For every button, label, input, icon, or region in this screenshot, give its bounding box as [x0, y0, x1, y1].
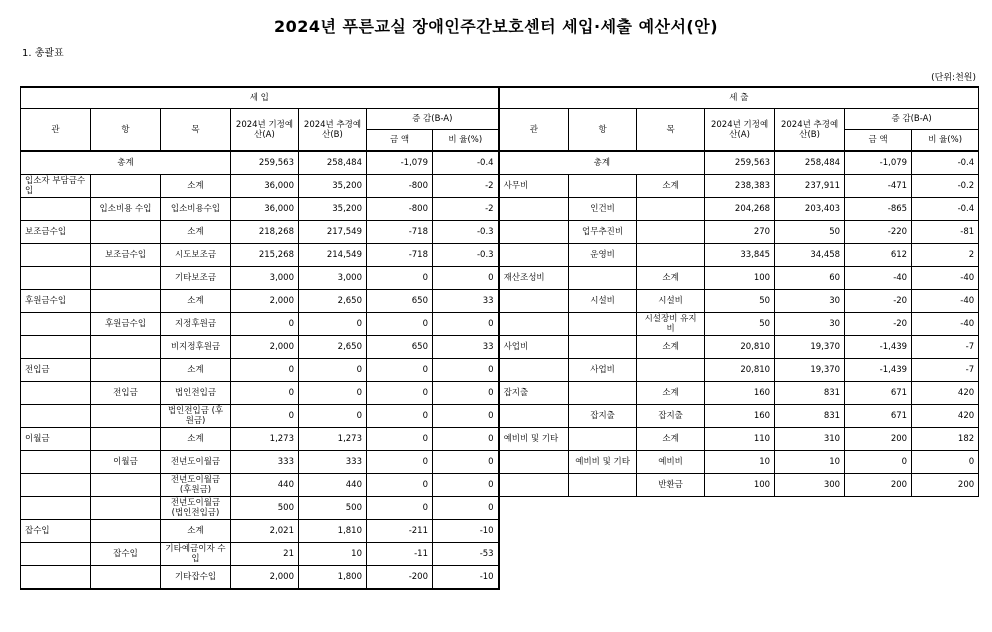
income-ratio-cell: 0: [433, 313, 499, 336]
income-hang-cell: [91, 566, 161, 590]
income-hang-cell: [91, 267, 161, 290]
income-mok-cell: 기타예금이자 수입: [161, 543, 231, 566]
income-gwan-cell: [21, 451, 91, 474]
income-orig-cell: 440: [231, 474, 299, 497]
income-col-mok: 목: [161, 109, 231, 152]
income-diff-cell: 0: [367, 405, 433, 428]
expense-orig-cell: 50: [705, 290, 775, 313]
income-mok-cell: 비지정후원금: [161, 336, 231, 359]
table-row: [21, 244, 979, 267]
expense-mok-cell: 예비비: [637, 451, 705, 474]
income-ratio-cell: 0: [433, 497, 499, 520]
income-rev-cell: 0: [299, 313, 367, 336]
expense-hang-cell: 예비비 및 기타: [569, 451, 637, 474]
income-gwan-cell: 입소자 부담금수입: [21, 175, 91, 198]
expense-hang-cell: 인건비: [569, 198, 637, 221]
income-rev-cell: 0: [299, 405, 367, 428]
expense-gwan-cell: [499, 474, 569, 497]
expense-rev-cell: 30: [775, 290, 845, 313]
expense-orig-cell: 238,383: [705, 175, 775, 198]
expense-empty-area: [499, 543, 979, 566]
income-orig-cell: 218,268: [231, 221, 299, 244]
income-mok-cell: 입소비용수입: [161, 198, 231, 221]
income-orig-cell: 36,000: [231, 198, 299, 221]
expense-orig-cell: 50: [705, 313, 775, 336]
income-gwan-cell: 잡수입: [21, 520, 91, 543]
expense-col-hang: 항: [569, 109, 637, 152]
income-ratio-cell: 0: [433, 451, 499, 474]
income-hang-cell: [91, 428, 161, 451]
income-ratio-cell: -10: [433, 566, 499, 590]
income-rev-cell: 3,000: [299, 267, 367, 290]
income-diff-cell: 0: [367, 382, 433, 405]
page-title: 2024년 푸른교실 장애인주간보호센터 세입·세출 예산서(안): [273, 17, 719, 36]
expense-ratio-cell: -81: [912, 221, 979, 244]
expense-mok-cell: [637, 359, 705, 382]
expense-diff-cell: -1,439: [845, 336, 912, 359]
income-rev-cell: 35,200: [299, 198, 367, 221]
income-mok-cell: 전년도이월금 (후원금): [161, 474, 231, 497]
expense-hang-cell: [569, 175, 637, 198]
income-diff-cell: -800: [367, 198, 433, 221]
income-mok-cell: 법인전입금: [161, 382, 231, 405]
expense-diff-cell: 200: [845, 428, 912, 451]
table-row: [21, 451, 979, 474]
income-mok-cell: 소계: [161, 221, 231, 244]
expense-hang-cell: 사업비: [569, 359, 637, 382]
income-orig-cell: 36,000: [231, 175, 299, 198]
expense-diff-cell: -20: [845, 313, 912, 336]
income-gwan-cell: [21, 405, 91, 428]
expense-gwan-cell: [499, 221, 569, 244]
expense-hang-cell: [569, 313, 637, 336]
expense-gwan-cell: 사업비: [499, 336, 569, 359]
income-gwan-cell: [21, 474, 91, 497]
income-mok-cell: 소계: [161, 359, 231, 382]
expense-mok-cell: 소계: [637, 382, 705, 405]
expense-diff-cell: -865: [845, 198, 912, 221]
expense-ratio-cell: -0.4: [912, 198, 979, 221]
expense-total-label: 총계: [499, 151, 705, 175]
table-row: [21, 543, 979, 566]
table-row: [21, 198, 979, 221]
income-rev-cell: 35,200: [299, 175, 367, 198]
income-hang-cell: 잡수입: [91, 543, 161, 566]
income-rev-cell: 214,549: [299, 244, 367, 267]
income-hang-cell: [91, 336, 161, 359]
expense-rev-cell: 19,370: [775, 336, 845, 359]
income-diff-cell: 0: [367, 313, 433, 336]
expense-hang-cell: 잡지출: [569, 405, 637, 428]
expense-mok-cell: 시설비: [637, 290, 705, 313]
income-diff-cell: -800: [367, 175, 433, 198]
income-hang-cell: 이월금: [91, 451, 161, 474]
income-diff-cell: -200: [367, 566, 433, 590]
income-mok-cell: 소계: [161, 290, 231, 313]
income-diff-cell: 0: [367, 474, 433, 497]
expense-total-ratio: -0.4: [912, 151, 979, 175]
expense-ratio-cell: 182: [912, 428, 979, 451]
table-row: [21, 290, 979, 313]
income-ratio-cell: -0.3: [433, 221, 499, 244]
income-diff-cell: -718: [367, 244, 433, 267]
expense-rev-cell: 19,370: [775, 359, 845, 382]
expense-mok-cell: 반환금: [637, 474, 705, 497]
income-rev-cell: 2,650: [299, 290, 367, 313]
budget-summary-table: [20, 86, 979, 590]
expense-hang-cell: [569, 336, 637, 359]
income-ratio-cell: 33: [433, 336, 499, 359]
table-row: [21, 428, 979, 451]
expense-orig-cell: 160: [705, 382, 775, 405]
income-rev-cell: 1,800: [299, 566, 367, 590]
income-mok-cell: 소계: [161, 520, 231, 543]
expense-gwan-cell: [499, 451, 569, 474]
expense-orig-cell: 33,845: [705, 244, 775, 267]
income-diff-cell: 0: [367, 497, 433, 520]
expense-orig-cell: 110: [705, 428, 775, 451]
expense-mok-cell: 시설장비 유지비: [637, 313, 705, 336]
expense-ratio-cell: -7: [912, 359, 979, 382]
expense-header: 세 출: [499, 87, 979, 109]
income-ratio-cell: 0: [433, 267, 499, 290]
income-orig-cell: 0: [231, 359, 299, 382]
income-header: 세 입: [21, 87, 499, 109]
expense-rev-cell: 10: [775, 451, 845, 474]
income-ratio-cell: 33: [433, 290, 499, 313]
income-orig-cell: 3,000: [231, 267, 299, 290]
expense-rev-cell: 300: [775, 474, 845, 497]
expense-rev-cell: 34,458: [775, 244, 845, 267]
income-gwan-cell: 보조금수입: [21, 221, 91, 244]
income-hang-cell: [91, 359, 161, 382]
income-hang-cell: 입소비용 수입: [91, 198, 161, 221]
table-row: [21, 497, 979, 520]
expense-rev-cell: 237,911: [775, 175, 845, 198]
table-row: [21, 382, 979, 405]
income-rev-cell: 217,549: [299, 221, 367, 244]
income-orig-cell: 2,021: [231, 520, 299, 543]
expense-mok-cell: 잡지출: [637, 405, 705, 428]
expense-orig-cell: 20,810: [705, 359, 775, 382]
income-col-rev: 2024년 추경예산(B): [299, 109, 367, 152]
income-orig-cell: 333: [231, 451, 299, 474]
expense-diff-cell: -40: [845, 267, 912, 290]
table-row: [21, 175, 979, 198]
income-gwan-cell: 후원금수입: [21, 290, 91, 313]
income-mok-cell: 전년도이월금 (법인전입금): [161, 497, 231, 520]
income-mok-cell: 소계: [161, 175, 231, 198]
income-gwan-cell: 전입금: [21, 359, 91, 382]
expense-total-orig: 259,563: [705, 151, 775, 175]
income-orig-cell: 215,268: [231, 244, 299, 267]
table-row: [21, 474, 979, 497]
income-diff-cell: 650: [367, 290, 433, 313]
expense-diff-cell: 671: [845, 405, 912, 428]
income-gwan-cell: [21, 566, 91, 590]
table-row: [21, 221, 979, 244]
expense-gwan-cell: 사무비: [499, 175, 569, 198]
table-row: [21, 336, 979, 359]
income-rev-cell: 0: [299, 382, 367, 405]
income-ratio-cell: -0.3: [433, 244, 499, 267]
expense-ratio-cell: -40: [912, 267, 979, 290]
income-total-rev: 258,484: [299, 151, 367, 175]
expense-total-diff: -1,079: [845, 151, 912, 175]
income-mok-cell: 기타잡수입: [161, 566, 231, 590]
income-ratio-cell: 0: [433, 405, 499, 428]
income-rev-cell: 333: [299, 451, 367, 474]
expense-gwan-cell: [499, 244, 569, 267]
expense-orig-cell: 20,810: [705, 336, 775, 359]
income-gwan-cell: [21, 336, 91, 359]
expense-gwan-cell: [499, 405, 569, 428]
income-ratio-cell: 0: [433, 382, 499, 405]
income-gwan-cell: [21, 497, 91, 520]
income-hang-cell: [91, 290, 161, 313]
section-heading: 1. 총괄표: [22, 48, 64, 59]
expense-gwan-cell: 예비비 및 기타: [499, 428, 569, 451]
expense-col-mok: 목: [637, 109, 705, 152]
income-ratio-cell: 0: [433, 359, 499, 382]
expense-hang-cell: [569, 267, 637, 290]
expense-col-rev: 2024년 추경예산(B): [775, 109, 845, 152]
income-col-diff: 증 감(B-A): [367, 109, 499, 130]
expense-orig-cell: 10: [705, 451, 775, 474]
income-orig-cell: 1,273: [231, 428, 299, 451]
income-hang-cell: 보조금수입: [91, 244, 161, 267]
income-diff-cell: 0: [367, 359, 433, 382]
expense-col-gwan: 관: [499, 109, 569, 152]
income-orig-cell: 2,000: [231, 336, 299, 359]
income-total-ratio: -0.4: [433, 151, 499, 175]
expense-gwan-cell: [499, 359, 569, 382]
income-ratio-cell: -10: [433, 520, 499, 543]
expense-rev-cell: 831: [775, 382, 845, 405]
expense-rev-cell: 203,403: [775, 198, 845, 221]
total-row: [21, 151, 979, 175]
expense-mok-cell: 소계: [637, 175, 705, 198]
income-gwan-cell: [21, 313, 91, 336]
income-hang-cell: [91, 520, 161, 543]
income-gwan-cell: [21, 244, 91, 267]
income-ratio-cell: -53: [433, 543, 499, 566]
table-row: [21, 405, 979, 428]
expense-ratio-cell: 420: [912, 382, 979, 405]
expense-gwan-cell: [499, 313, 569, 336]
income-ratio-cell: -2: [433, 198, 499, 221]
expense-rev-cell: 310: [775, 428, 845, 451]
expense-orig-cell: 270: [705, 221, 775, 244]
income-ratio-cell: -2: [433, 175, 499, 198]
table-row: [21, 520, 979, 543]
expense-mok-cell: 소계: [637, 428, 705, 451]
income-ratio-cell: 0: [433, 474, 499, 497]
expense-hang-cell: 운영비: [569, 244, 637, 267]
expense-rev-cell: 60: [775, 267, 845, 290]
expense-rev-cell: 50: [775, 221, 845, 244]
expense-diff-cell: 200: [845, 474, 912, 497]
income-rev-cell: 2,650: [299, 336, 367, 359]
income-col-ratio: 비 율(%): [433, 130, 499, 152]
income-hang-cell: [91, 221, 161, 244]
income-mok-cell: 지정후원금: [161, 313, 231, 336]
expense-empty-area: [499, 520, 979, 543]
expense-hang-cell: 시설비: [569, 290, 637, 313]
income-diff-cell: -11: [367, 543, 433, 566]
expense-orig-cell: 100: [705, 474, 775, 497]
expense-col-ratio: 비 율(%): [912, 130, 979, 152]
income-orig-cell: 2,000: [231, 290, 299, 313]
expense-gwan-cell: 잡지출: [499, 382, 569, 405]
expense-orig-cell: 204,268: [705, 198, 775, 221]
income-rev-cell: 500: [299, 497, 367, 520]
expense-diff-cell: -471: [845, 175, 912, 198]
income-col-gwan: 관: [21, 109, 91, 152]
expense-mok-cell: 소계: [637, 336, 705, 359]
expense-hang-cell: [569, 474, 637, 497]
income-col-amount: 금 액: [367, 130, 433, 152]
expense-empty-area: [499, 566, 979, 590]
income-diff-cell: -211: [367, 520, 433, 543]
income-diff-cell: 0: [367, 428, 433, 451]
expense-ratio-cell: 0: [912, 451, 979, 474]
expense-diff-cell: 612: [845, 244, 912, 267]
income-orig-cell: 0: [231, 405, 299, 428]
income-col-hang: 항: [91, 109, 161, 152]
income-hang-cell: [91, 405, 161, 428]
income-ratio-cell: 0: [433, 428, 499, 451]
income-total-diff: -1,079: [367, 151, 433, 175]
income-col-orig: 2024년 기정예산(A): [231, 109, 299, 152]
table-row: [21, 267, 979, 290]
table-row: [21, 566, 979, 590]
expense-mok-cell: [637, 221, 705, 244]
income-rev-cell: 1,273: [299, 428, 367, 451]
expense-gwan-cell: 재산조성비: [499, 267, 569, 290]
income-diff-cell: 0: [367, 451, 433, 474]
expense-mok-cell: [637, 244, 705, 267]
expense-rev-cell: 831: [775, 405, 845, 428]
income-total-label: 총계: [21, 151, 231, 175]
expense-total-rev: 258,484: [775, 151, 845, 175]
expense-diff-cell: -20: [845, 290, 912, 313]
income-orig-cell: 0: [231, 382, 299, 405]
expense-ratio-cell: 2: [912, 244, 979, 267]
expense-ratio-cell: -7: [912, 336, 979, 359]
expense-orig-cell: 100: [705, 267, 775, 290]
expense-col-diff: 증 감(B-A): [845, 109, 979, 130]
income-gwan-cell: [21, 543, 91, 566]
expense-col-amount: 금 액: [845, 130, 912, 152]
expense-orig-cell: 160: [705, 405, 775, 428]
expense-gwan-cell: [499, 290, 569, 313]
expense-hang-cell: 업무추진비: [569, 221, 637, 244]
expense-hang-cell: [569, 428, 637, 451]
expense-rev-cell: 30: [775, 313, 845, 336]
income-gwan-cell: 이월금: [21, 428, 91, 451]
income-diff-cell: 0: [367, 267, 433, 290]
income-orig-cell: 21: [231, 543, 299, 566]
expense-ratio-cell: -0.2: [912, 175, 979, 198]
expense-mok-cell: [637, 198, 705, 221]
expense-diff-cell: -1,439: [845, 359, 912, 382]
income-hang-cell: 후원금수입: [91, 313, 161, 336]
income-mok-cell: 전년도이월금: [161, 451, 231, 474]
unit-label: (단위:천원): [931, 73, 976, 83]
income-diff-cell: 650: [367, 336, 433, 359]
expense-ratio-cell: 200: [912, 474, 979, 497]
income-mok-cell: 소계: [161, 428, 231, 451]
income-rev-cell: 0: [299, 359, 367, 382]
income-hang-cell: [91, 474, 161, 497]
table-row: [21, 313, 979, 336]
income-gwan-cell: [21, 382, 91, 405]
income-gwan-cell: [21, 198, 91, 221]
income-hang-cell: 전입금: [91, 382, 161, 405]
income-diff-cell: -718: [367, 221, 433, 244]
income-rev-cell: 1,810: [299, 520, 367, 543]
expense-hang-cell: [569, 382, 637, 405]
income-mok-cell: 시도보조금: [161, 244, 231, 267]
expense-gwan-cell: [499, 198, 569, 221]
income-mok-cell: 기타보조금: [161, 267, 231, 290]
income-mok-cell: 법인전입금 (후원금): [161, 405, 231, 428]
expense-col-orig: 2024년 기정예산(A): [705, 109, 775, 152]
income-hang-cell: [91, 497, 161, 520]
income-rev-cell: 10: [299, 543, 367, 566]
income-total-orig: 259,563: [231, 151, 299, 175]
table-row: [21, 359, 979, 382]
income-rev-cell: 440: [299, 474, 367, 497]
expense-ratio-cell: 420: [912, 405, 979, 428]
expense-diff-cell: -220: [845, 221, 912, 244]
expense-ratio-cell: -40: [912, 290, 979, 313]
expense-ratio-cell: -40: [912, 313, 979, 336]
expense-diff-cell: 0: [845, 451, 912, 474]
expense-diff-cell: 671: [845, 382, 912, 405]
income-orig-cell: 0: [231, 313, 299, 336]
income-orig-cell: 2,000: [231, 566, 299, 590]
income-orig-cell: 500: [231, 497, 299, 520]
income-gwan-cell: [21, 267, 91, 290]
income-hang-cell: [91, 175, 161, 198]
expense-mok-cell: 소계: [637, 267, 705, 290]
expense-empty-area: [499, 497, 979, 520]
